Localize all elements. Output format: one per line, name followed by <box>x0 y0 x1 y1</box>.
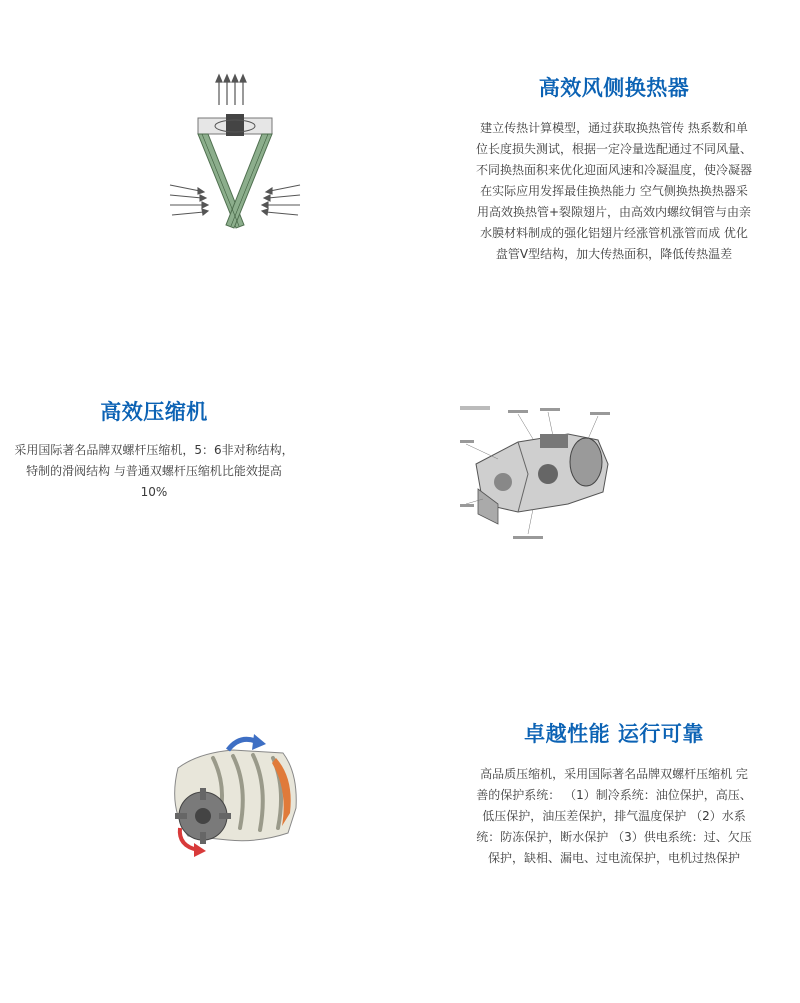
section-description: 建立传热计算模型，通过获取换热管传 热系数和单位长度损失测试，根据一定冷量选配通过不同风量、不同换热面积来优化迎面风速和冷凝温度，使冷凝器在实际应用发挥最佳换热能力 空气侧换热换热器采用高效换热管+裂隙翅片，由高效内螺纹铜管与由亲水膜材料制成的强化铝翅片经涨管机涨管而成 优化盘管V型结构，加大传热面积，降低传热温差 <box>476 121 753 261</box>
section-description: 高品质压缩机，采用国际著名品牌双螺杆压缩机 完善的保护系统： （1）制冷系统：油位保护，高压、低压保护，油压差保护，排气温度保护 （2）水系统：防冻保护，断水保护 （3）供电系统：过、欠压保护，缺相、漏电、过电流保护，电机过热保护 <box>476 767 752 865</box>
screw-compressor-cutaway-icon <box>458 404 618 554</box>
section-title: 卓越性能 运行可靠 <box>524 722 704 746</box>
section-heat-exchanger <box>0 0 800 330</box>
section-reliability <box>0 660 800 1003</box>
section-title: 高效压缩机 <box>100 400 208 424</box>
section-title: 高效风侧换热器 <box>538 76 690 100</box>
section-compressor <box>0 330 800 660</box>
screw-rotors-icon <box>158 728 308 868</box>
v-coil-heat-exchanger-icon <box>160 70 310 240</box>
section-description: 采用国际著名品牌双螺杆压缩机，5：6非对称结构，特制的滑阀结构 与普通双螺杆压缩机比能效提高10% <box>14 443 294 499</box>
